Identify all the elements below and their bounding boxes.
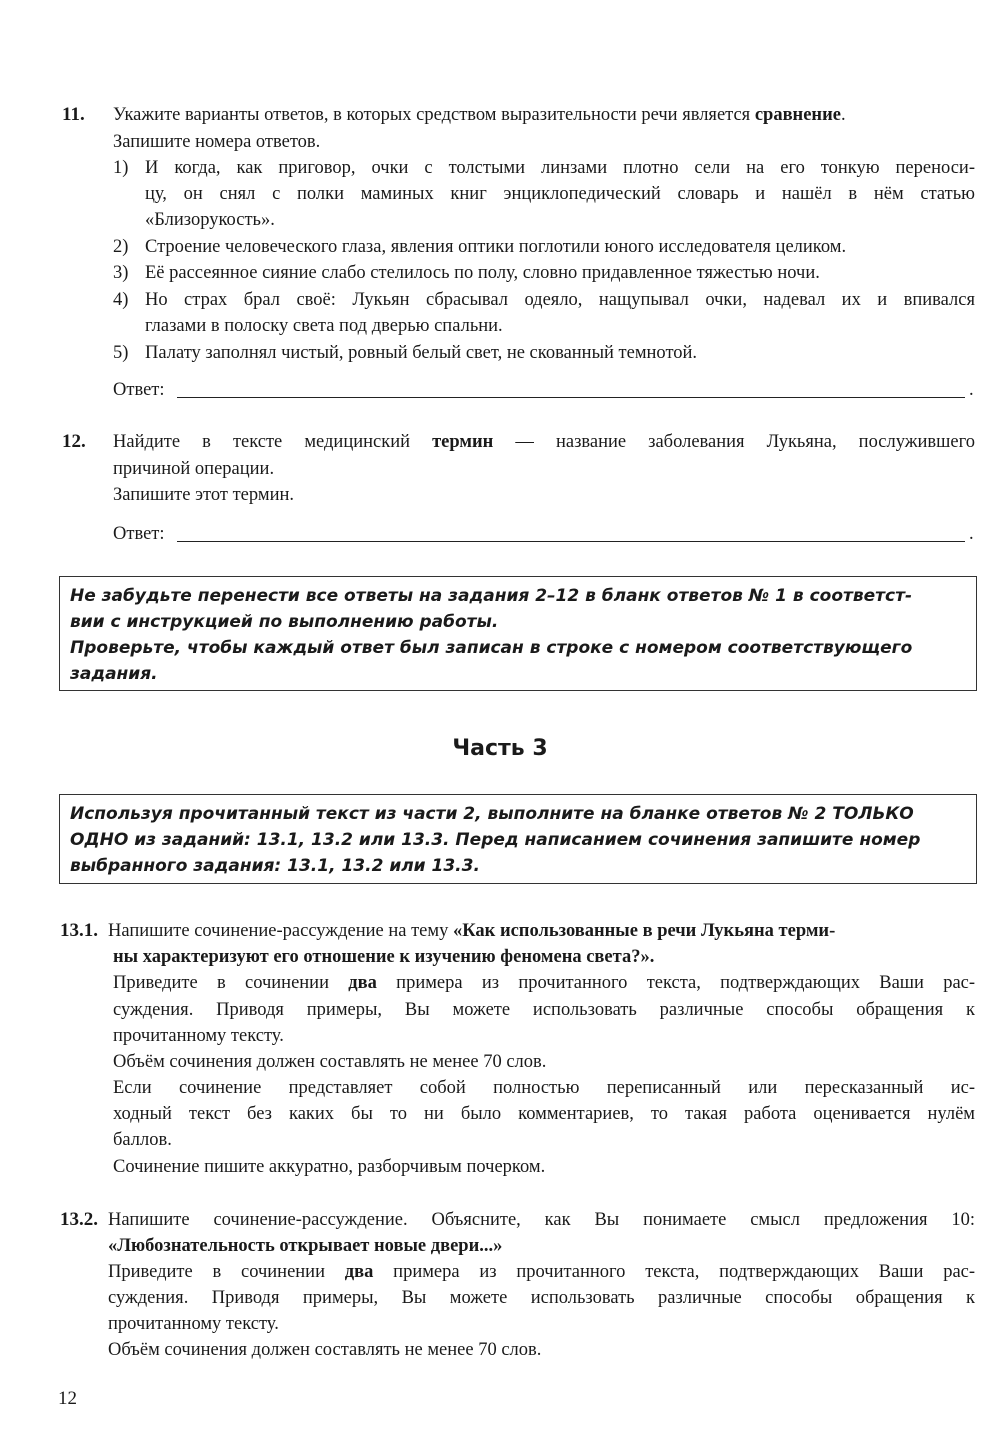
answer-label: Ответ: bbox=[113, 524, 165, 544]
q11-option-1-text: цу, он снял с полки маминых книг энциклопедический словарь и нашёл в нём статью bbox=[145, 184, 975, 204]
q12-instruction: Запишите этот термин. bbox=[113, 485, 294, 505]
q11-prompt: Укажите варианты ответов, в которых средством выразительности речи является сравнение. bbox=[113, 105, 846, 125]
q13-2-number: 13.2. bbox=[60, 1209, 98, 1230]
q12-number: 12. bbox=[62, 431, 86, 452]
part3-title: Часть 3 bbox=[452, 736, 548, 761]
q11-option-2-text: Строение человеческого глаза, явления оптики поглотили юного исследователя целиком. bbox=[145, 237, 847, 257]
instruction-line: Используя прочитанный текст из части 2, выполните на бланке ответов № 2 ТОЛЬКО bbox=[70, 804, 914, 824]
answer-line[interactable] bbox=[177, 397, 965, 398]
part3-instruction-box bbox=[59, 794, 977, 884]
q11-answer-field[interactable]: Ответ: . bbox=[113, 380, 974, 400]
page-number: 12 bbox=[58, 1388, 77, 1409]
q11-option-4-text: Но страх брал своё: Лукьян сбрасывал одеяло, нащупывал очки, надевал их и впивался bbox=[145, 290, 975, 310]
q13-2-prompt: Напишите сочинение-рассуждение. Объясните, как Вы понимаете смысл предложения 10: bbox=[108, 1210, 975, 1230]
q13-1-text: баллов. bbox=[113, 1130, 172, 1150]
q13-1-topic: Напишите сочинение-рассуждение на тему «Как использованные в речи Лукьяна терми- bbox=[108, 921, 836, 941]
notice-line: вии с инструкцией по выполнению работы. bbox=[70, 612, 499, 632]
notice-line: задания. bbox=[70, 664, 158, 684]
notice-box bbox=[59, 576, 977, 691]
q13-1-text: суждения. Приводя примеры, Вы можете использовать различные способы обращения к bbox=[113, 1000, 975, 1020]
q13-1-text: прочитанному тексту. bbox=[113, 1026, 284, 1046]
answer-label: Ответ: bbox=[113, 380, 165, 400]
q13-2-text: Приведите в сочинении два примера из прочитанного текста, подтверждающих Ваши рас- bbox=[108, 1262, 976, 1282]
q11-option-number: 5) bbox=[113, 343, 129, 363]
q13-2-text: прочитанному тексту. bbox=[108, 1314, 279, 1334]
q11-option-1-text: И когда, как приговор, очки с толстыми линзами плотно сели на его тонкую переноси- bbox=[145, 158, 975, 178]
q12-answer-field[interactable]: Ответ: . bbox=[113, 524, 974, 544]
q13-1-text: Приведите в сочинении два примера из прочитанного текста, подтверждающих Ваши рас- bbox=[113, 973, 976, 993]
answer-line[interactable] bbox=[177, 541, 965, 542]
q11-option-3-text: Её рассеянное сияние слабо стелилось по полу, словно придавленное тяжестью ночи. bbox=[145, 263, 820, 283]
q11-option-number: 3) bbox=[113, 263, 129, 283]
q11-number: 11. bbox=[62, 104, 85, 125]
notice-line: Проверьте, чтобы каждый ответ был записан в строке с номером соответствующего bbox=[70, 638, 913, 658]
q13-2-text: суждения. Приводя примеры, Вы можете использовать различные способы обращения к bbox=[108, 1288, 975, 1308]
q13-1-text: Объём сочинения должен составлять не менее 70 слов. bbox=[113, 1052, 547, 1072]
q13-1-number: 13.1. bbox=[60, 920, 98, 941]
q11-option-number: 4) bbox=[113, 290, 129, 310]
q12-prompt: Найдите в тексте медицинский термин — название заболевания Лукьяна, послужившего bbox=[113, 432, 975, 452]
q13-2-quote: «Любознательность открывает новые двери...» bbox=[108, 1236, 503, 1256]
q11-option-1-text: «Близорукость». bbox=[145, 210, 275, 230]
notice-line: Не забудьте перенести все ответы на задания 2–12 в бланк ответов № 1 в соответст- bbox=[70, 586, 913, 606]
instruction-line: выбранного задания: 13.1, 13.2 или 13.3. bbox=[70, 856, 480, 876]
q11-option-5-text: Палату заполнял чистый, ровный белый свет, не скованный темнотой. bbox=[145, 343, 698, 363]
q11-option-number: 2) bbox=[113, 237, 129, 257]
q11-option-4-text: глазами в полоску света под дверью спальни. bbox=[145, 316, 503, 336]
q11-option-number: 1) bbox=[113, 158, 129, 178]
instruction-line: ОДНО из заданий: 13.1, 13.2 или 13.3. Перед написанием сочинения запишите номер bbox=[70, 830, 921, 850]
q13-1-text: Если сочинение представляет собой полностью переписанный или пересказанный ис- bbox=[113, 1078, 975, 1098]
q13-1-text: ходный текст без каких бы то ни было комментариев, то такая работа оценивается нулём bbox=[113, 1104, 975, 1124]
q11-instruction: Запишите номера ответов. bbox=[113, 132, 321, 152]
q13-1-topic-cont: ны характеризуют его отношение к изучению феномена света?». bbox=[113, 947, 655, 967]
q12-prompt-cont: причиной операции. bbox=[113, 459, 275, 479]
q13-1-text: Сочинение пишите аккуратно, разборчивым почерком. bbox=[113, 1157, 546, 1177]
q13-2-text: Объём сочинения должен составлять не менее 70 слов. bbox=[108, 1340, 542, 1360]
